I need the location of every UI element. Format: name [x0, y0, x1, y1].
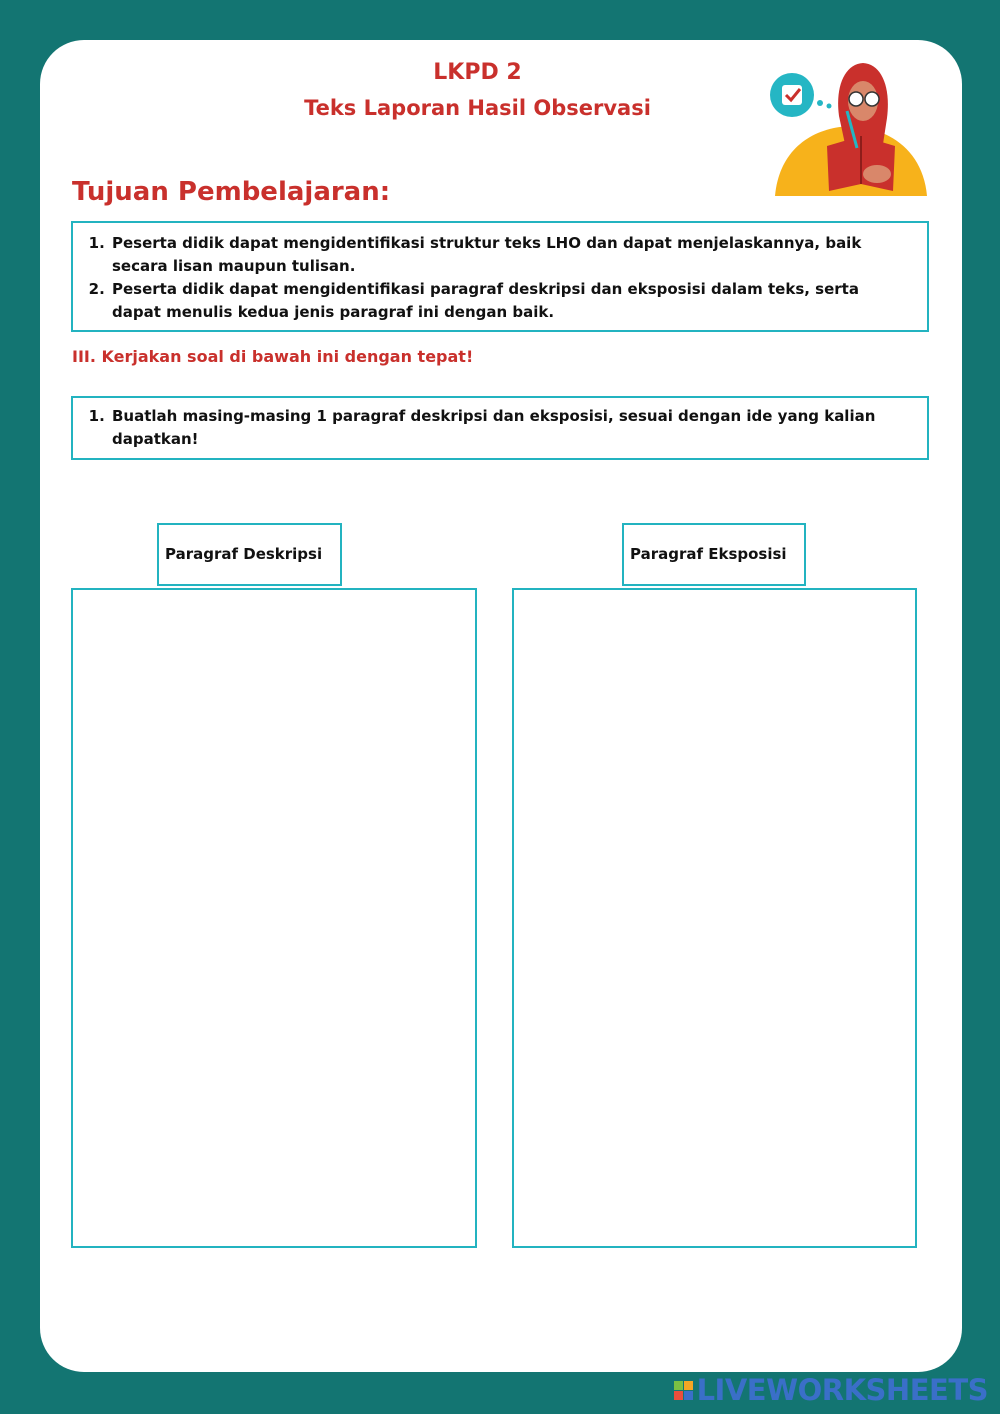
task-box [71, 396, 929, 460]
student-reading-illustration [765, 56, 935, 206]
objective-item: 1. Peserta didik dapat mengidentifikasi struktur teks LHO dan dapat menjelaskannya, baik secara lisan maupun tulisan. [110, 232, 913, 278]
liveworksheets-logo [674, 1381, 693, 1400]
liveworksheets-brand [674, 1373, 988, 1407]
objectives-box [71, 221, 929, 332]
objective-item: 2. Peserta didik dapat mengidentifikasi paragraf deskripsi dan eksposisi dalam teks, serta dapat menulis kedua jenis paragraf ini dengan baik. [110, 278, 913, 324]
objectives-heading: Tujuan Pembelajaran: [72, 177, 391, 207]
page-subtitle: Teks Laporan Hasil Observasi [304, 96, 651, 120]
description-label: Paragraf Deskripsi [157, 523, 342, 586]
page-title: LKPD 2 [433, 60, 522, 85]
exposition-label: Paragraf Eksposisi [622, 523, 806, 586]
exposition-answer-field[interactable] [512, 588, 917, 1248]
description-answer-field[interactable] [71, 588, 477, 1248]
brand-name: LIVEWORKSHEETS [696, 1373, 988, 1407]
instruction-text: III. Kerjakan soal di bawah ini dengan tepat! [72, 347, 474, 366]
task-item: 1. Buatlah masing-masing 1 paragraf deskripsi dan eksposisi, sesuai dengan ide yang kalian dapatkan! [110, 405, 913, 451]
